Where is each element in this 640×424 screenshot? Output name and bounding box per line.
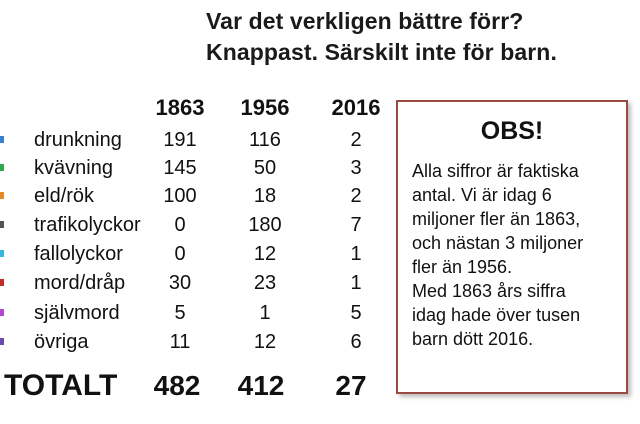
value-2016: 3 xyxy=(350,157,362,179)
total-1863: 482 xyxy=(153,370,201,401)
category-marker xyxy=(0,164,4,171)
row-label: övriga xyxy=(34,331,89,353)
note-line: barn dött 2016. xyxy=(412,329,534,349)
category-marker xyxy=(0,338,4,345)
column-header-1956: 1956 xyxy=(240,95,290,120)
table-row xyxy=(0,155,380,183)
page-title xyxy=(206,6,557,68)
value-1863: 11 xyxy=(169,331,191,353)
value-1956: 12 xyxy=(253,331,277,353)
value-1863: 145 xyxy=(163,157,197,179)
table-row xyxy=(0,329,380,357)
value-1956: 18 xyxy=(253,185,277,207)
value-1863: 0 xyxy=(174,214,186,236)
value-1956: 116 xyxy=(249,129,281,151)
note-line: idag hade över tusen xyxy=(412,305,581,325)
value-2016: 2 xyxy=(350,129,362,151)
value-2016: 5 xyxy=(350,302,362,324)
value-2016: 6 xyxy=(350,331,362,353)
value-1956: 23 xyxy=(253,272,277,294)
row-label: trafikolyckor xyxy=(34,214,141,236)
note-heading: OBS! xyxy=(480,117,544,145)
value-2016: 1 xyxy=(350,243,362,265)
value-1956: 1 xyxy=(259,302,271,324)
value-1863: 100 xyxy=(163,185,197,207)
value-1863: 0 xyxy=(174,243,186,265)
category-marker xyxy=(0,250,4,257)
table-row xyxy=(0,183,380,211)
value-1956: 180 xyxy=(248,214,282,236)
note-line: Med 1863 års siffra xyxy=(412,281,566,301)
row-label: drunkning xyxy=(34,129,122,151)
value-1863: 191 xyxy=(163,129,197,151)
note-line: fler än 1956. xyxy=(412,257,513,277)
title-line-2: Knappast. Särskilt inte för barn. xyxy=(206,39,557,65)
row-label: kvävning xyxy=(34,157,113,179)
row-label: eld/rök xyxy=(34,185,95,207)
value-1863: 30 xyxy=(168,272,192,294)
note-line: och nästan 3 miljoner xyxy=(412,233,584,253)
note-box xyxy=(396,100,628,394)
note-body xyxy=(412,159,624,351)
row-label: självmord xyxy=(34,302,120,324)
row-label: fallolyckor xyxy=(34,243,123,265)
total-2016: 27 xyxy=(335,370,367,401)
total-label: TOTALT xyxy=(4,369,118,402)
table-row xyxy=(0,212,380,240)
table-row xyxy=(0,241,380,269)
category-marker xyxy=(0,192,4,199)
column-header-1863: 1863 xyxy=(155,95,205,120)
category-marker xyxy=(0,136,4,143)
title-line-1: Var det verkligen bättre förr? xyxy=(206,8,524,34)
value-2016: 1 xyxy=(350,272,362,294)
column-header-2016: 2016 xyxy=(331,95,381,120)
category-marker xyxy=(0,309,4,316)
table-row xyxy=(0,270,380,298)
row-label: mord/dråp xyxy=(34,272,126,294)
category-marker xyxy=(0,221,4,228)
value-1956: 12 xyxy=(253,243,277,265)
total-row xyxy=(0,368,380,404)
value-1956: 50 xyxy=(253,157,277,179)
note-line: antal. Vi är idag 6 xyxy=(412,185,552,205)
total-1956: 412 xyxy=(237,370,285,401)
note-line: miljoner fler än 1863, xyxy=(412,209,581,229)
category-marker xyxy=(0,279,4,286)
note-line: Alla siffror är faktiska xyxy=(412,161,579,181)
value-1863: 5 xyxy=(174,302,186,324)
table-row xyxy=(0,127,380,155)
table-row xyxy=(0,300,380,328)
value-2016: 2 xyxy=(350,185,362,207)
value-2016: 7 xyxy=(350,214,362,236)
